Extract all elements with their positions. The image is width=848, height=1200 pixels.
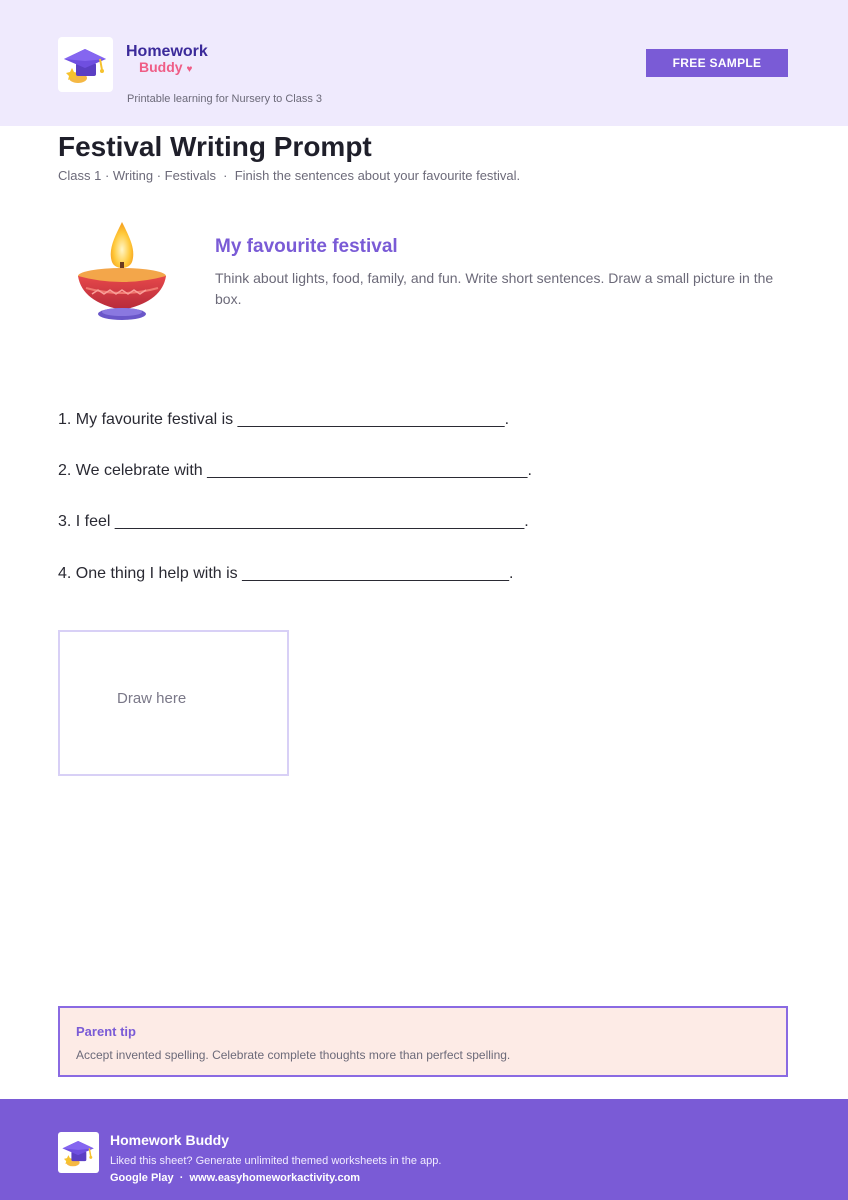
- question-2: 2. We celebrate with ____________________________________.: [58, 462, 532, 479]
- brand-word: Buddy: [139, 59, 183, 75]
- parent-tip: [58, 1006, 788, 1077]
- brand-name-second-line: [139, 59, 192, 75]
- graduation-cap-star-icon: [58, 37, 113, 92]
- page-title: Festival Writing Prompt: [58, 131, 372, 162]
- tagline: Printable learning for Nursery to Class 3: [127, 93, 323, 105]
- question-1: 1. My favourite festival is ______________________________.: [58, 411, 510, 428]
- footer-text: Liked this sheet? Generate unlimited themed worksheets in the app.: [110, 1155, 442, 1167]
- page-footer: [0, 1099, 848, 1200]
- question-3: 3. I feel ______________________________________________.: [58, 513, 529, 530]
- drawing-box-label: Draw here: [117, 690, 187, 707]
- parent-tip-text: Accept invented spelling. Celebrate complete thoughts more than perfect spelling.: [76, 1048, 511, 1062]
- google-play-link[interactable]: Google Play: [110, 1172, 174, 1184]
- prompt-card-title: My favourite festival: [215, 236, 398, 257]
- question-4: 4. One thing I help with is ______________________________.: [58, 565, 514, 582]
- website-link[interactable]: www.easyhomeworkactivity.com: [189, 1172, 361, 1184]
- parent-tip-title: Parent tip: [76, 1024, 136, 1039]
- footer-separator: ·: [179, 1172, 184, 1184]
- worksheet-meta: Class 1 · Writing · Festivals · Finish the sentences about your favourite festival.: [58, 168, 521, 183]
- page-header: [0, 0, 848, 126]
- prompt-card-instructions: Think about lights, food, family, and fun. Write short sentences. Draw a small picture in the box.: [215, 270, 774, 307]
- diya-lamp-icon: [72, 218, 172, 328]
- footer-logo: [58, 1132, 99, 1173]
- graduation-cap-star-icon: [58, 1132, 99, 1173]
- footer-links: [110, 1172, 360, 1184]
- logo: [58, 37, 113, 92]
- footer-title: Homework Buddy: [110, 1132, 230, 1148]
- drawing-box: [58, 630, 289, 776]
- heart-icon: ♥: [186, 64, 193, 75]
- free-sample-badge: FREE SAMPLE: [646, 49, 788, 77]
- brand-name: Homework: [126, 43, 208, 60]
